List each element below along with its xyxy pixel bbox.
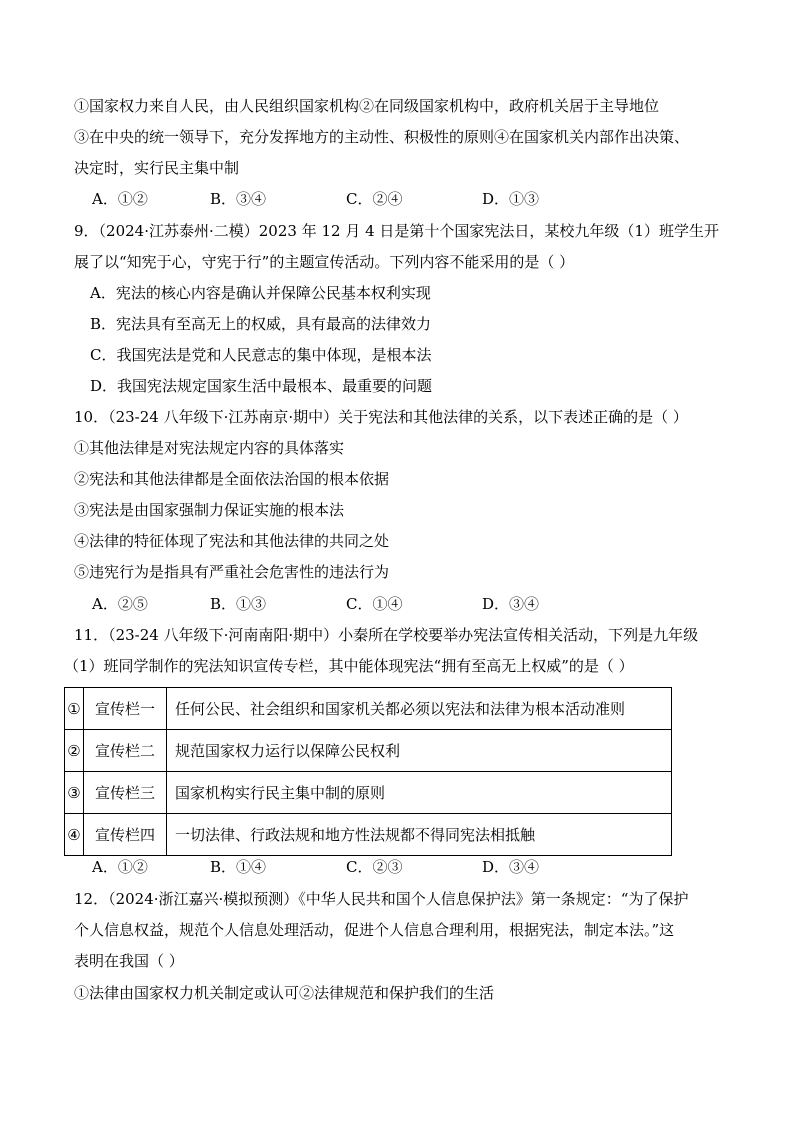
q8-option-c[interactable]: C．②④ xyxy=(346,190,403,208)
q9-option-a[interactable]: A．宪法的核心内容是确认并保障公民基本权利实现 xyxy=(90,284,431,302)
q9-stem-line-1: 9．（2024·江苏泰州·二模）2023 年 12 月 4 日是第十个国家宪法日，某校九年级（1）班学生开 xyxy=(74,222,719,240)
q10-option-d[interactable]: D．③④ xyxy=(482,595,540,613)
column-name: 宣传栏一 xyxy=(84,688,167,730)
q10-option-b[interactable]: B．①③ xyxy=(210,595,267,613)
q8-statement-line-2: ③在中央的统一领导下，充分发挥地方的主动性、积极性的原则④在国家机关内部作出决策、 xyxy=(74,128,690,146)
column-content: 任何公民、社会组织和国家机关都必须以宪法和法律为根本活动准则 xyxy=(167,688,672,730)
q11-option-a[interactable]: A．①② xyxy=(92,858,148,876)
table-row xyxy=(65,730,672,772)
q10-statement-2: ②宪法和其他法律都是全面依法治国的根本依据 xyxy=(74,470,390,488)
column-content: 一切法律、行政法规和地方性法规都不得同宪法相抵触 xyxy=(167,814,672,856)
q11-option-b[interactable]: B．①④ xyxy=(210,858,267,876)
q9-option-b[interactable]: B．宪法具有至高无上的权威，具有最高的法律效力 xyxy=(90,315,432,333)
q10-stem: 10．（23-24 八年级下·江苏南京·期中）关于宪法和其他法律的关系，以下表述正确的是（ ） xyxy=(74,408,688,426)
q11-options xyxy=(92,856,582,878)
q10-option-c[interactable]: C．①④ xyxy=(346,595,403,613)
q12-stem-line-1: 12．（2024·浙江嘉兴·模拟预测）《中华人民共和国个人信息保护法》第一条规定：“为了保护 xyxy=(74,890,689,908)
table-row xyxy=(65,814,672,856)
q12-statement-line-1: ①法律由国家权力机关制定或认可②法律规范和保护我们的生活 xyxy=(74,984,495,1002)
column-name: 宣传栏四 xyxy=(84,814,167,856)
column-name: 宣传栏二 xyxy=(84,730,167,772)
q8-option-a[interactable]: A．①② xyxy=(92,190,148,208)
row-number: ① xyxy=(65,688,84,730)
q10-statement-5: ⑤违宪行为是指具有严重社会危害性的违法行为 xyxy=(74,563,390,581)
q9-option-c[interactable]: C．我国宪法是党和人民意志的集中体现，是根本法 xyxy=(90,346,432,364)
q11-stem-line-1: 11．（23-24 八年级下·河南南阳·期中）小秦所在学校要举办宪法宣传相关活动，下列是九年级 xyxy=(74,626,699,644)
table-row xyxy=(65,688,672,730)
q12-stem-line-3: 表明在我国（ ） xyxy=(74,952,184,970)
row-number: ③ xyxy=(65,772,84,814)
q11-option-c[interactable]: C．②③ xyxy=(346,858,403,876)
column-content: 国家机构实行民主集中制的原则 xyxy=(167,772,672,814)
q9-option-d[interactable]: D．我国宪法规定国家生活中最根本、最重要的问题 xyxy=(90,377,433,395)
q8-option-b[interactable]: B．③④ xyxy=(210,190,267,208)
q12-stem-line-2: 个人信息权益，规范个人信息处理活动，促进个人信息合理利用，根据宪法，制定本法。”这 xyxy=(74,921,675,939)
q10-statement-4: ④法律的特征体现了宪法和其他法律的共同之处 xyxy=(74,532,390,550)
q8-statement-line-3: 决定时，实行民主集中制 xyxy=(74,159,240,177)
row-number: ② xyxy=(65,730,84,772)
column-content: 规范国家权力运行以保障公民权利 xyxy=(167,730,672,772)
column-name: 宣传栏三 xyxy=(84,772,167,814)
q10-statement-3: ③宪法是由国家强制力保证实施的根本法 xyxy=(74,501,345,519)
q8-statement-line-1: ①国家权力来自人民，由人民组织国家机构②在同级国家机构中，政府机关居于主导地位 xyxy=(74,97,660,115)
q9-stem-line-2: 展了以“知宪于心，守宪于行”的主题宣传活动。下列内容不能采用的是（ ） xyxy=(74,253,575,271)
q11-table xyxy=(64,687,672,856)
q10-options xyxy=(92,593,582,615)
q10-statement-1: ①其他法律是对宪法规定内容的具体落实 xyxy=(74,439,345,457)
q11-stem-line-2: （1）班同学制作的宪法知识宣传专栏，其中能体现宪法“拥有至高无上权威”的是（ ） xyxy=(64,657,634,675)
q10-option-a[interactable]: A．②⑤ xyxy=(92,595,148,613)
q8-option-d[interactable]: D．①③ xyxy=(482,190,540,208)
q8-options xyxy=(92,188,582,210)
row-number: ④ xyxy=(65,814,84,856)
table-row xyxy=(65,772,672,814)
q11-option-d[interactable]: D．③④ xyxy=(482,858,540,876)
